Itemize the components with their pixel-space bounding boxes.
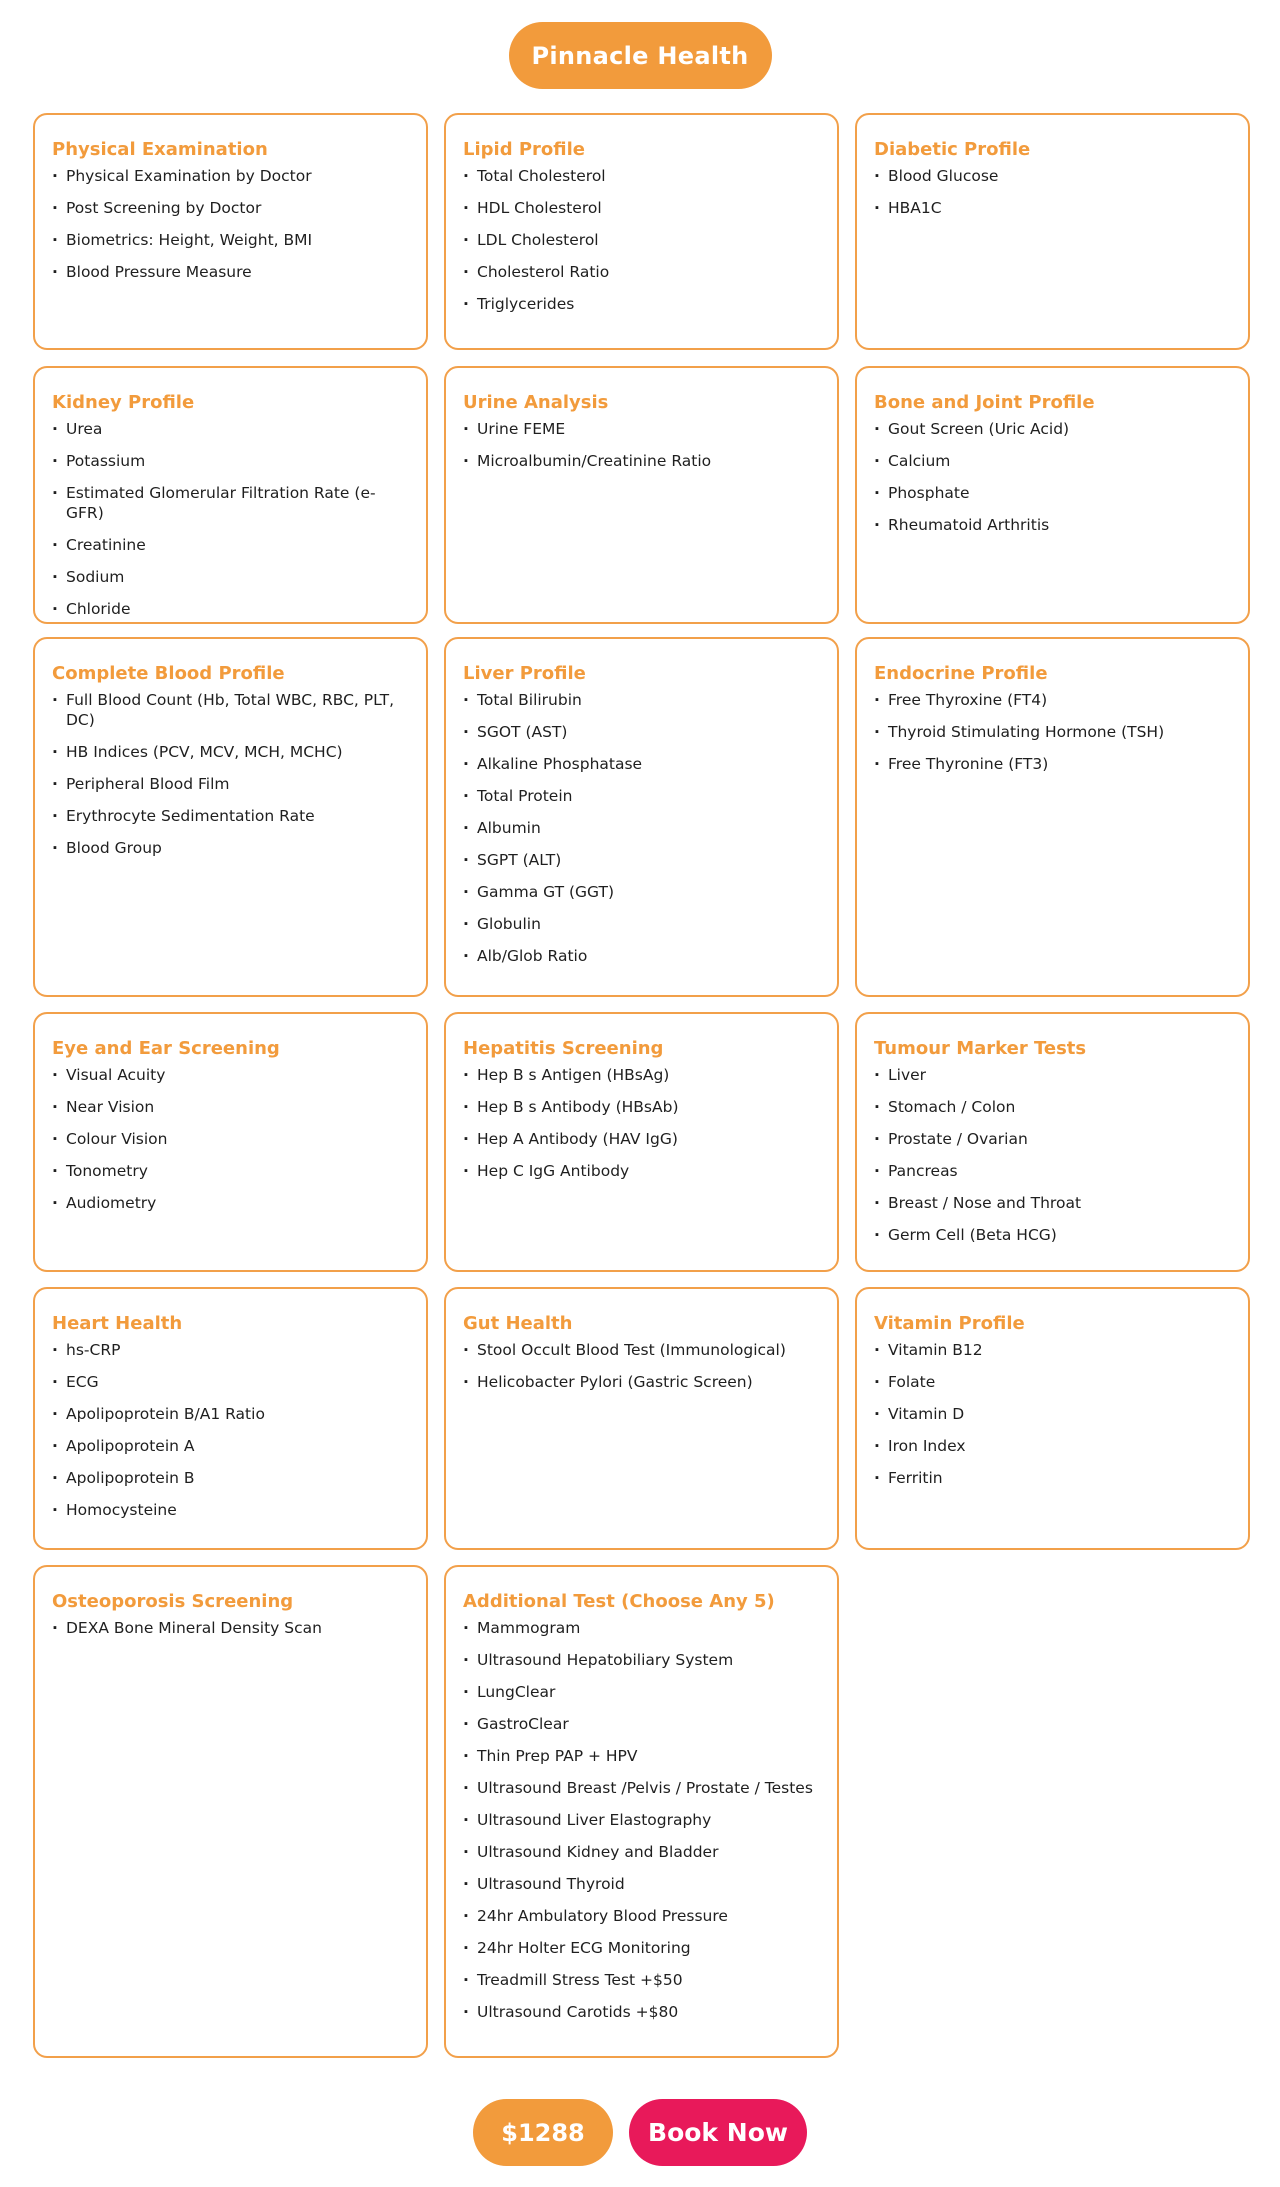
card-title: Endocrine Profile (874, 663, 1048, 684)
card-title: Urine Analysis (463, 392, 609, 413)
test-item: · Vitamin D (874, 1404, 1232, 1424)
test-item: · Hep B s Antigen (HBsAg) (463, 1065, 821, 1085)
test-item: · Near Vision (52, 1097, 410, 1117)
test-item: · Ferritin (874, 1468, 1232, 1488)
test-list (463, 1065, 821, 1181)
test-item: · Ultrasound Hepatobiliary System (463, 1650, 821, 1670)
card-hepatitis-screening (444, 1012, 839, 1272)
test-item: · Folate (874, 1372, 1232, 1392)
test-item: · Albumin (463, 818, 821, 838)
header (0, 22, 1280, 89)
test-item: · Breast / Nose and Throat (874, 1193, 1232, 1213)
card-endocrine-profile (855, 637, 1250, 997)
test-item: · Apolipoprotein B/A1 Ratio (52, 1404, 410, 1424)
card-tumour-marker-tests (855, 1012, 1250, 1272)
test-list (52, 690, 410, 858)
test-item: · Stool Occult Blood Test (Immunological) (463, 1340, 821, 1360)
card-title: Liver Profile (463, 663, 586, 684)
test-item: · Colour Vision (52, 1129, 410, 1149)
test-item: · Cholesterol Ratio (463, 262, 821, 282)
test-item: · Phosphate (874, 483, 1232, 503)
book-now-button[interactable]: Book Now (629, 2099, 807, 2166)
test-item: · Thyroid Stimulating Hormone (TSH) (874, 722, 1232, 742)
card-osteoporosis-screening (33, 1565, 428, 2058)
card-vitamin-profile (855, 1287, 1250, 1550)
test-item: · Estimated Glomerular Filtration Rate (e-GFR) (52, 483, 410, 523)
card-title: Complete Blood Profile (52, 663, 285, 684)
package-title-badge: Pinnacle Health (509, 22, 772, 89)
test-item: · Prostate / Ovarian (874, 1129, 1232, 1149)
test-list (463, 1618, 821, 2022)
card-title: Bone and Joint Profile (874, 392, 1095, 413)
test-item: · Hep A Antibody (HAV IgG) (463, 1129, 821, 1149)
test-item: · Peripheral Blood Film (52, 774, 410, 794)
test-list (463, 690, 821, 966)
test-item: · Apolipoprotein B (52, 1468, 410, 1488)
test-list (874, 1065, 1232, 1245)
test-item: · Chloride (52, 599, 410, 619)
test-item: · Physical Examination by Doctor (52, 166, 410, 186)
test-item: · Thin Prep PAP + HPV (463, 1746, 821, 1766)
test-item: · Alb/Glob Ratio (463, 946, 821, 966)
card-title: Additional Test (Choose Any 5) (463, 1591, 775, 1612)
test-list (52, 1065, 410, 1213)
test-item: · Post Screening by Doctor (52, 198, 410, 218)
test-item: · Total Protein (463, 786, 821, 806)
test-item: · Germ Cell (Beta HCG) (874, 1225, 1232, 1245)
test-item: · Erythrocyte Sedimentation Rate (52, 806, 410, 826)
test-item: · Tonometry (52, 1161, 410, 1181)
test-item: · Ultrasound Kidney and Bladder (463, 1842, 821, 1862)
test-item: · Hep B s Antibody (HBsAb) (463, 1097, 821, 1117)
test-list (463, 166, 821, 314)
test-item: · Homocysteine (52, 1500, 410, 1520)
test-item: · LDL Cholesterol (463, 230, 821, 250)
test-list (52, 166, 410, 282)
card-title: Hepatitis Screening (463, 1038, 664, 1059)
card-title: Tumour Marker Tests (874, 1038, 1087, 1059)
card-title: Gut Health (463, 1313, 573, 1334)
test-item: · Stomach / Colon (874, 1097, 1232, 1117)
test-item: · Urine FEME (463, 419, 821, 439)
test-item: · Liver (874, 1065, 1232, 1085)
test-list (52, 419, 410, 619)
test-item: · Rheumatoid Arthritis (874, 515, 1232, 535)
card-title: Eye and Ear Screening (52, 1038, 280, 1059)
card-diabetic-profile (855, 113, 1250, 350)
test-item: · hs-CRP (52, 1340, 410, 1360)
price-badge: $1288 (473, 2099, 613, 2166)
test-item: · Full Blood Count (Hb, Total WBC, RBC, PLT, DC) (52, 690, 410, 730)
test-item: · Total Cholesterol (463, 166, 821, 186)
card-liver-profile (444, 637, 839, 997)
card-lipid-profile (444, 113, 839, 350)
test-item: · Helicobacter Pylori (Gastric Screen) (463, 1372, 821, 1392)
test-item: · Free Thyronine (FT3) (874, 754, 1232, 774)
test-item: · Iron Index (874, 1436, 1232, 1456)
card-title: Physical Examination (52, 139, 268, 160)
test-list (463, 1340, 821, 1392)
card-complete-blood-profile (33, 637, 428, 997)
test-item: · ECG (52, 1372, 410, 1392)
card-title: Heart Health (52, 1313, 183, 1334)
test-item: · HDL Cholesterol (463, 198, 821, 218)
test-item: · SGOT (AST) (463, 722, 821, 742)
test-list (874, 690, 1232, 774)
test-list (463, 419, 821, 471)
test-item: · Mammogram (463, 1618, 821, 1638)
test-item: · 24hr Ambulatory Blood Pressure (463, 1906, 821, 1926)
test-item: · Apolipoprotein A (52, 1436, 410, 1456)
test-item: · Gout Screen (Uric Acid) (874, 419, 1232, 439)
test-item: · LungClear (463, 1682, 821, 1702)
test-item: · Ultrasound Liver Elastography (463, 1810, 821, 1830)
test-item: · Visual Acuity (52, 1065, 410, 1085)
test-item: · Urea (52, 419, 410, 439)
test-list (874, 1340, 1232, 1488)
test-list (52, 1340, 410, 1520)
test-item: · HBA1C (874, 198, 1232, 218)
test-list (52, 1618, 410, 1638)
test-item: · DEXA Bone Mineral Density Scan (52, 1618, 410, 1638)
card-kidney-profile (33, 366, 428, 624)
card-heart-health (33, 1287, 428, 1550)
card-eye-ear-screening (33, 1012, 428, 1272)
test-item: · Ultrasound Breast /Pelvis / Prostate / Testes (463, 1778, 821, 1798)
test-item: · Blood Glucose (874, 166, 1232, 186)
test-item: · Blood Pressure Measure (52, 262, 410, 282)
test-list (874, 166, 1232, 218)
test-item: · GastroClear (463, 1714, 821, 1734)
card-urine-analysis (444, 366, 839, 624)
test-item: · Pancreas (874, 1161, 1232, 1181)
test-item: · Free Thyroxine (FT4) (874, 690, 1232, 710)
card-title: Lipid Profile (463, 139, 586, 160)
cta-bar (0, 2099, 1280, 2166)
test-item: · Creatinine (52, 535, 410, 555)
test-item: · Blood Group (52, 838, 410, 858)
card-title: Vitamin Profile (874, 1313, 1025, 1334)
test-item: · Ultrasound Carotids +$80 (463, 2002, 821, 2022)
card-additional-test (444, 1565, 839, 2058)
test-item: · Treadmill Stress Test +$50 (463, 1970, 821, 1990)
test-item: · Calcium (874, 451, 1232, 471)
test-item: · Alkaline Phosphatase (463, 754, 821, 774)
card-physical-examination (33, 113, 428, 350)
test-item: · Vitamin B12 (874, 1340, 1232, 1360)
card-title: Diabetic Profile (874, 139, 1031, 160)
test-item: · Audiometry (52, 1193, 410, 1213)
test-item: · Biometrics: Height, Weight, BMI (52, 230, 410, 250)
test-item: · SGPT (ALT) (463, 850, 821, 870)
card-gut-health (444, 1287, 839, 1550)
test-item: · Potassium (52, 451, 410, 471)
test-list (874, 419, 1232, 535)
test-item: · Microalbumin/Creatinine Ratio (463, 451, 821, 471)
test-item: · Total Bilirubin (463, 690, 821, 710)
card-bone-joint-profile (855, 366, 1250, 624)
card-title: Kidney Profile (52, 392, 195, 413)
test-item: · Globulin (463, 914, 821, 934)
test-item: · Triglycerides (463, 294, 821, 314)
test-item: · HB Indices (PCV, MCV, MCH, MCHC) (52, 742, 410, 762)
test-item: · Gamma GT (GGT) (463, 882, 821, 902)
test-item: · Ultrasound Thyroid (463, 1874, 821, 1894)
test-item: · Sodium (52, 567, 410, 587)
test-item: · Hep C IgG Antibody (463, 1161, 821, 1181)
test-item: · 24hr Holter ECG Monitoring (463, 1938, 821, 1958)
card-title: Osteoporosis Screening (52, 1591, 294, 1612)
